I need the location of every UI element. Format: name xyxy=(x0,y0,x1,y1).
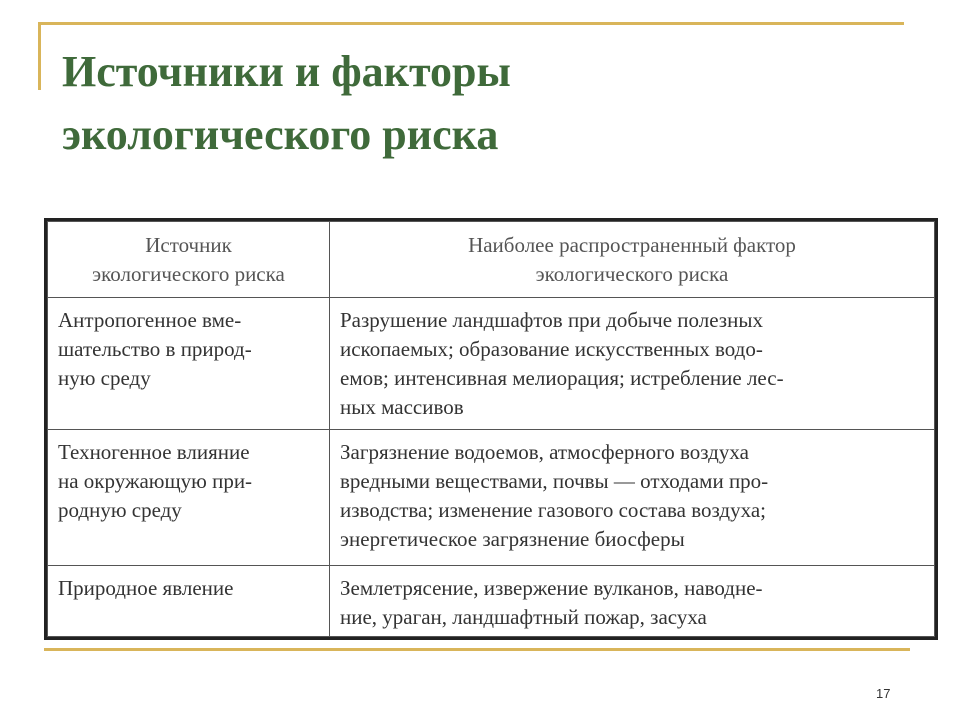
row-1-source-text: Антропогенное вме- шательство в природ- ную среду xyxy=(58,308,252,390)
row-3-source xyxy=(48,566,330,637)
header-factor xyxy=(330,222,935,298)
table-row xyxy=(48,566,935,637)
top-decorative-line xyxy=(38,22,904,25)
row-2-factor-text: Загрязнение водоемов, атмосферного воздуха вредными веществами, почвы — отходами про- изводства; изменение газового состава воздуха; энергетическое загрязнение биосферы xyxy=(340,440,769,551)
row-1-factor-text: Разрушение ландшафтов при добыче полезных ископаемых; образование искусственных водо- емов; интенсивная мелиорация; истребление лес- ных массивов xyxy=(340,308,784,419)
table-row xyxy=(48,298,935,430)
header-source xyxy=(48,222,330,298)
row-3-factor-text: Землетрясение, извержение вулканов, наводне- ние, ураган, ландшафтный пожар, засуха xyxy=(340,576,763,629)
bottom-decorative-line xyxy=(44,648,910,651)
risk-table xyxy=(44,218,938,640)
row-1-factor xyxy=(330,298,935,430)
row-2-source-text: Техногенное влияние на окружающую при- родную среду xyxy=(58,440,253,522)
row-2-source xyxy=(48,430,330,566)
slide-title-line-1: Источники и факторы xyxy=(62,47,511,96)
left-decorative-line xyxy=(38,22,41,90)
page-number: 17 xyxy=(876,686,891,701)
header-source-text: Источник экологического риска xyxy=(92,232,285,286)
slide-title-line-2: экологического риска xyxy=(62,110,499,159)
row-3-source-text: Природное явление xyxy=(58,576,234,600)
row-2-factor xyxy=(330,430,935,566)
table-row xyxy=(48,430,935,566)
slide-title xyxy=(62,40,902,166)
risk-table-grid xyxy=(47,221,935,637)
row-3-factor xyxy=(330,566,935,637)
row-1-source xyxy=(48,298,330,430)
table-header-row xyxy=(48,222,935,298)
header-factor-text: Наиболее распространенный фактор экологического риска xyxy=(468,232,796,286)
